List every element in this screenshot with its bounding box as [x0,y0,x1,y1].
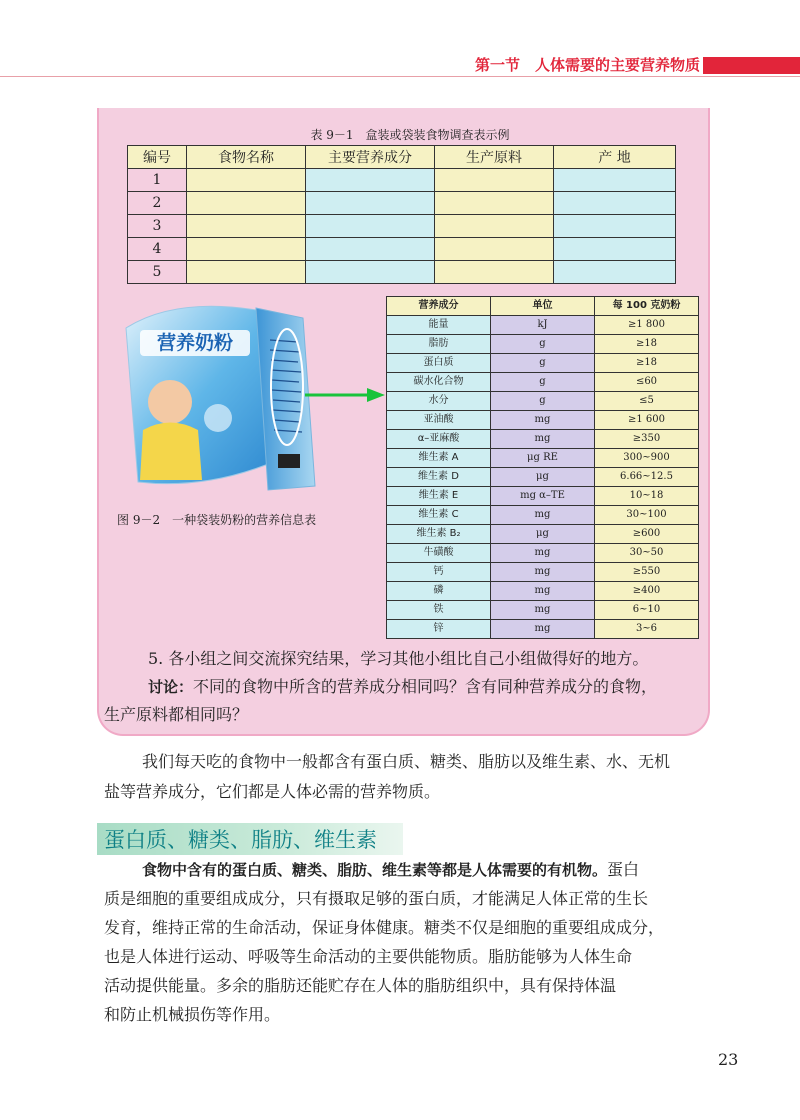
nutrient-name: 脂肪 [387,335,491,354]
column-header: 单位 [491,297,595,316]
nutrient-name: 能量 [387,316,491,335]
empty-cell [554,169,676,192]
table-row [387,506,699,525]
nutrient-name: 维生素 C [387,506,491,525]
table-row [387,430,699,449]
table-row [387,316,699,335]
table-row [387,354,699,373]
empty-cell [435,215,554,238]
header-accent-bar [703,57,800,74]
empty-cell [554,261,676,284]
amount-per-100g: ≥18 [595,354,699,373]
table-header-row [128,146,676,169]
empty-cell [187,238,306,261]
column-header: 营养成分 [387,297,491,316]
discussion-label: 讨论： [148,678,194,696]
table-row [387,525,699,544]
row-number: 5 [128,261,187,284]
nutrient-name: 维生素 E [387,487,491,506]
nutrient-name: 铁 [387,601,491,620]
figure-caption: 图 9－2 一种袋装奶粉的营养信息表 [117,513,317,527]
step-5-text: 5. 各小组之间交流探究结果，学习其他小组比自己小组做得好的地方。 [148,649,649,668]
amount-per-100g: 10~18 [595,487,699,506]
table-row [128,261,676,284]
empty-cell [435,169,554,192]
table-header-row [387,297,699,316]
body-line-5: 活动提供能量。多余的脂肪还能贮存在人体的脂肪组织中，具有保持体温 [104,976,617,995]
milk-powder-package-image [118,290,323,495]
amount-per-100g: ≥1 600 [595,411,699,430]
column-header: 每 100 克奶粉 [595,297,699,316]
amount-per-100g: ≥400 [595,582,699,601]
table-row [387,373,699,392]
amount-per-100g: 30~50 [595,544,699,563]
body-line-6: 和防止机械损伤等作用。 [104,1005,281,1024]
arrow-icon [305,385,385,405]
nutrient-name: 牛磺酸 [387,544,491,563]
table-row [387,411,699,430]
row-number: 2 [128,192,187,215]
table-row [387,392,699,411]
column-header: 食物名称 [187,146,306,169]
amount-per-100g: 6~10 [595,601,699,620]
unit: mg [491,563,595,582]
amount-per-100g: ≤5 [595,392,699,411]
unit: g [491,373,595,392]
amount-per-100g: 30~100 [595,506,699,525]
empty-cell [554,238,676,261]
table-row [387,582,699,601]
empty-cell [187,169,306,192]
unit: mg [491,411,595,430]
body-line-1 [142,856,639,884]
column-header: 编号 [128,146,187,169]
unit: mg [491,430,595,449]
amount-per-100g: ≤60 [595,373,699,392]
key-sentence: 食物中含有的蛋白质、糖类、脂肪、维生素等都是人体需要的有机物。 [142,861,608,879]
table-row [387,563,699,582]
empty-cell [306,215,435,238]
unit: μg [491,525,595,544]
row-number: 1 [128,169,187,192]
row-number: 4 [128,238,187,261]
empty-cell [187,192,306,215]
nutrient-name: 碳水化合物 [387,373,491,392]
unit: μg [491,468,595,487]
nutrient-name: 蛋白质 [387,354,491,373]
unit: μg RE [491,449,595,468]
amount-per-100g: ≥18 [595,335,699,354]
table-row [387,544,699,563]
column-header: 主要营养成分 [306,146,435,169]
empty-cell [435,192,554,215]
amount-per-100g: ≥600 [595,525,699,544]
discussion-text: 不同的食物中所含的营养成分相同吗？含有同种营养成分的食物， [193,677,658,696]
unit: mg α–TE [491,487,595,506]
discussion-line-2: 生产原料都相同吗？ [104,705,249,724]
nutrient-name: α–亚麻酸 [387,430,491,449]
nutrient-name: 亚油酸 [387,411,491,430]
empty-cell [306,169,435,192]
unit: mg [491,601,595,620]
table-row [128,169,676,192]
table-row [387,449,699,468]
amount-per-100g: 300~900 [595,449,699,468]
chapter-header: 第一节 人体需要的主要营养物质 [474,56,700,74]
table-row [387,601,699,620]
empty-cell [306,192,435,215]
intro-paragraph-line-1: 我们每天吃的食物中一般都含有蛋白质、糖类、脂肪以及维生素、水、无机 [142,752,671,771]
body-text: 蛋白 [607,860,640,879]
nutrition-info-table [386,296,699,639]
table-row [128,215,676,238]
unit: mg [491,506,595,525]
body-line-3: 发育，维持正常的生命活动，保证身体健康。糖类不仅是细胞的重要组成成分， [104,918,665,937]
empty-cell [435,261,554,284]
amount-per-100g: ≥350 [595,430,699,449]
table-row [387,620,699,639]
table-row [387,468,699,487]
unit: kJ [491,316,595,335]
table-row [128,238,676,261]
nutrient-name: 锌 [387,620,491,639]
discussion-line-1 [148,673,657,701]
nutrient-name: 水分 [387,392,491,411]
page-number: 23 [718,1050,739,1069]
amount-per-100g: 3~6 [595,620,699,639]
unit: mg [491,582,595,601]
empty-cell [554,192,676,215]
empty-cell [306,261,435,284]
row-number: 3 [128,215,187,238]
unit: mg [491,544,595,563]
table-row [387,335,699,354]
header-rule [0,76,800,77]
table1-caption: 表 9－1 盒装或袋装食物调查表示例 [310,128,510,142]
table-row [128,192,676,215]
empty-cell [435,238,554,261]
unit: g [491,354,595,373]
nutrient-name: 维生素 A [387,449,491,468]
column-header: 生产原料 [435,146,554,169]
empty-cell [187,215,306,238]
package-title-text: 营养奶粉 [156,332,234,354]
amount-per-100g: 6.66~12.5 [595,468,699,487]
nutrient-name: 维生素 D [387,468,491,487]
unit: g [491,392,595,411]
nutrient-name: 磷 [387,582,491,601]
table-row [387,487,699,506]
body-line-2: 质是细胞的重要组成成分，只有摄取足够的蛋白质，才能满足人体正常的生长 [104,889,649,908]
nutrient-name: 维生素 B₂ [387,525,491,544]
nutrient-name: 钙 [387,563,491,582]
empty-cell [187,261,306,284]
survey-table [127,145,676,284]
intro-paragraph-line-2: 盐等营养成分，它们都是人体必需的营养物质。 [104,782,441,801]
unit: g [491,335,595,354]
body-line-4: 也是人体进行运动、呼吸等生命活动的主要供能物质。脂肪能够为人体生命 [104,947,633,966]
amount-per-100g: ≥1 800 [595,316,699,335]
column-header: 产 地 [554,146,676,169]
empty-cell [554,215,676,238]
section-title: 蛋白质、糖类、脂肪、维生素 [104,828,377,852]
empty-cell [306,238,435,261]
amount-per-100g: ≥550 [595,563,699,582]
unit: mg [491,620,595,639]
